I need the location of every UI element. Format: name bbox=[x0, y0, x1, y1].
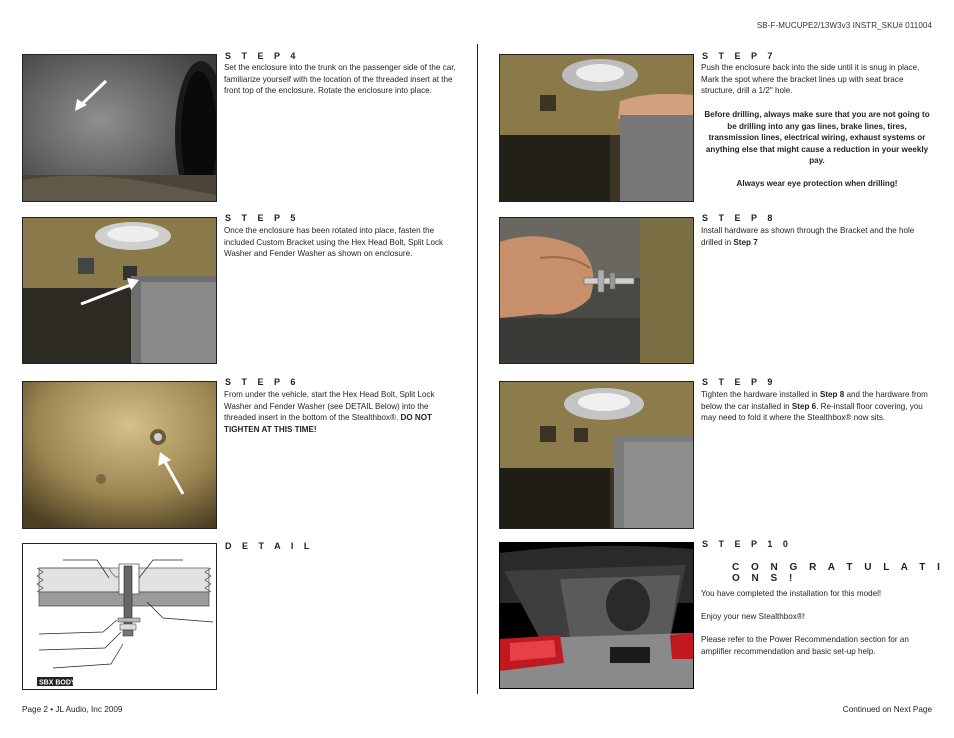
detail-label: SBX BODY bbox=[39, 679, 76, 687]
step-6-body: From under the vehicle, start the Hex Head Bolt, Split Lock Washer and Fender Washer (see DETAIL Below) into the threaded insert in the bottom of the Stealthbox®. bbox=[224, 390, 435, 423]
step-8-body: Install hardware as shown through the Bracket and the hole drilled in bbox=[701, 226, 915, 247]
step-7-photo bbox=[499, 54, 694, 202]
step-7-title: S T E P 7 bbox=[702, 51, 777, 61]
step-5-title: S T E P 5 bbox=[225, 213, 300, 223]
step-4-title: S T E P 4 bbox=[225, 51, 300, 61]
document-sku: SB-F-MUCUPE2/13W3v3 INSTR_SKU# 011004 bbox=[756, 21, 932, 30]
step-7-eye-warning: Always wear eye protection when drilling! bbox=[736, 179, 898, 188]
step-10-completed-text: You have completed the installation for this model! bbox=[701, 589, 882, 598]
step-4-text: Set the enclosure into the trunk on the passenger side of the car, familiarize yourself with the location of the threaded insert at the front top of the enclosure. Rotate the enclosure into place. bbox=[224, 63, 456, 96]
step-5-text: Once the enclosure has been rotated into place, fasten the included Custom Bracket using the Hex Head Bolt, Split Lock Washer and Fender Washer as shown on enclosure. bbox=[224, 226, 444, 259]
step-8-title: S T E P 8 bbox=[702, 213, 777, 223]
step-10-power-text: Please refer to the Power Recommendation section for an amplifier recommendation and basic set-up help. bbox=[701, 635, 909, 656]
step-6-warning: DO NOT TIGHTEN AT THIS TIME! bbox=[224, 413, 432, 434]
step-4-photo bbox=[22, 54, 217, 202]
detail-diagram bbox=[22, 543, 217, 690]
step-7-drilling-warning: Before drilling, always make sure that you are not going to be drilling into any gas lines, brake lines, tires, transmission lines, electrical wiring, exhaust systems or anything else that might cause a reduction in your weekly pay. bbox=[704, 110, 930, 166]
congratulations-heading: C O N G R A T U L A T I O N S ! bbox=[732, 562, 945, 584]
footer-page-number: Page 2 • JL Audio, Inc 2009 bbox=[22, 705, 123, 714]
step-10-title: S T E P 1 0 bbox=[702, 539, 792, 549]
step-9-ref-6: Step 6 bbox=[791, 401, 817, 411]
footer-continued: Continued on Next Page bbox=[842, 705, 932, 714]
step-8-text bbox=[701, 225, 933, 248]
detail-title: D E T A I L bbox=[225, 541, 314, 551]
step-7-text: Push the enclosure back into the side until it is snug in place, Mark the spot where the bracket lines up with seat brace structure, drill a 1/2" hole. bbox=[701, 63, 920, 96]
step-10-photo bbox=[499, 542, 694, 689]
column-divider bbox=[477, 44, 478, 694]
step-5-photo bbox=[22, 217, 217, 364]
step-9-photo bbox=[499, 381, 694, 529]
step-6-text bbox=[224, 389, 456, 435]
step-9-title: S T E P 9 bbox=[702, 377, 777, 387]
step-9-part-3: . Re-install floor covering, you may need to fold it where the Stealthbox® now sits. bbox=[701, 401, 923, 423]
step-8-photo bbox=[499, 217, 694, 364]
step-9-text bbox=[701, 389, 933, 424]
step-9-part-2: and the hardware from below the car installed in bbox=[701, 390, 928, 411]
step-9-part-1: Tighten the hardware installed in bbox=[701, 390, 820, 399]
step-6-title: S T E P 6 bbox=[225, 377, 300, 387]
step-8-ref: Step 7 bbox=[733, 237, 758, 247]
step-6-photo bbox=[22, 381, 217, 529]
step-10-enjoy-text: Enjoy your new Stealthbox®! bbox=[701, 612, 806, 621]
step-9-ref-8: Step 8 bbox=[819, 390, 845, 399]
